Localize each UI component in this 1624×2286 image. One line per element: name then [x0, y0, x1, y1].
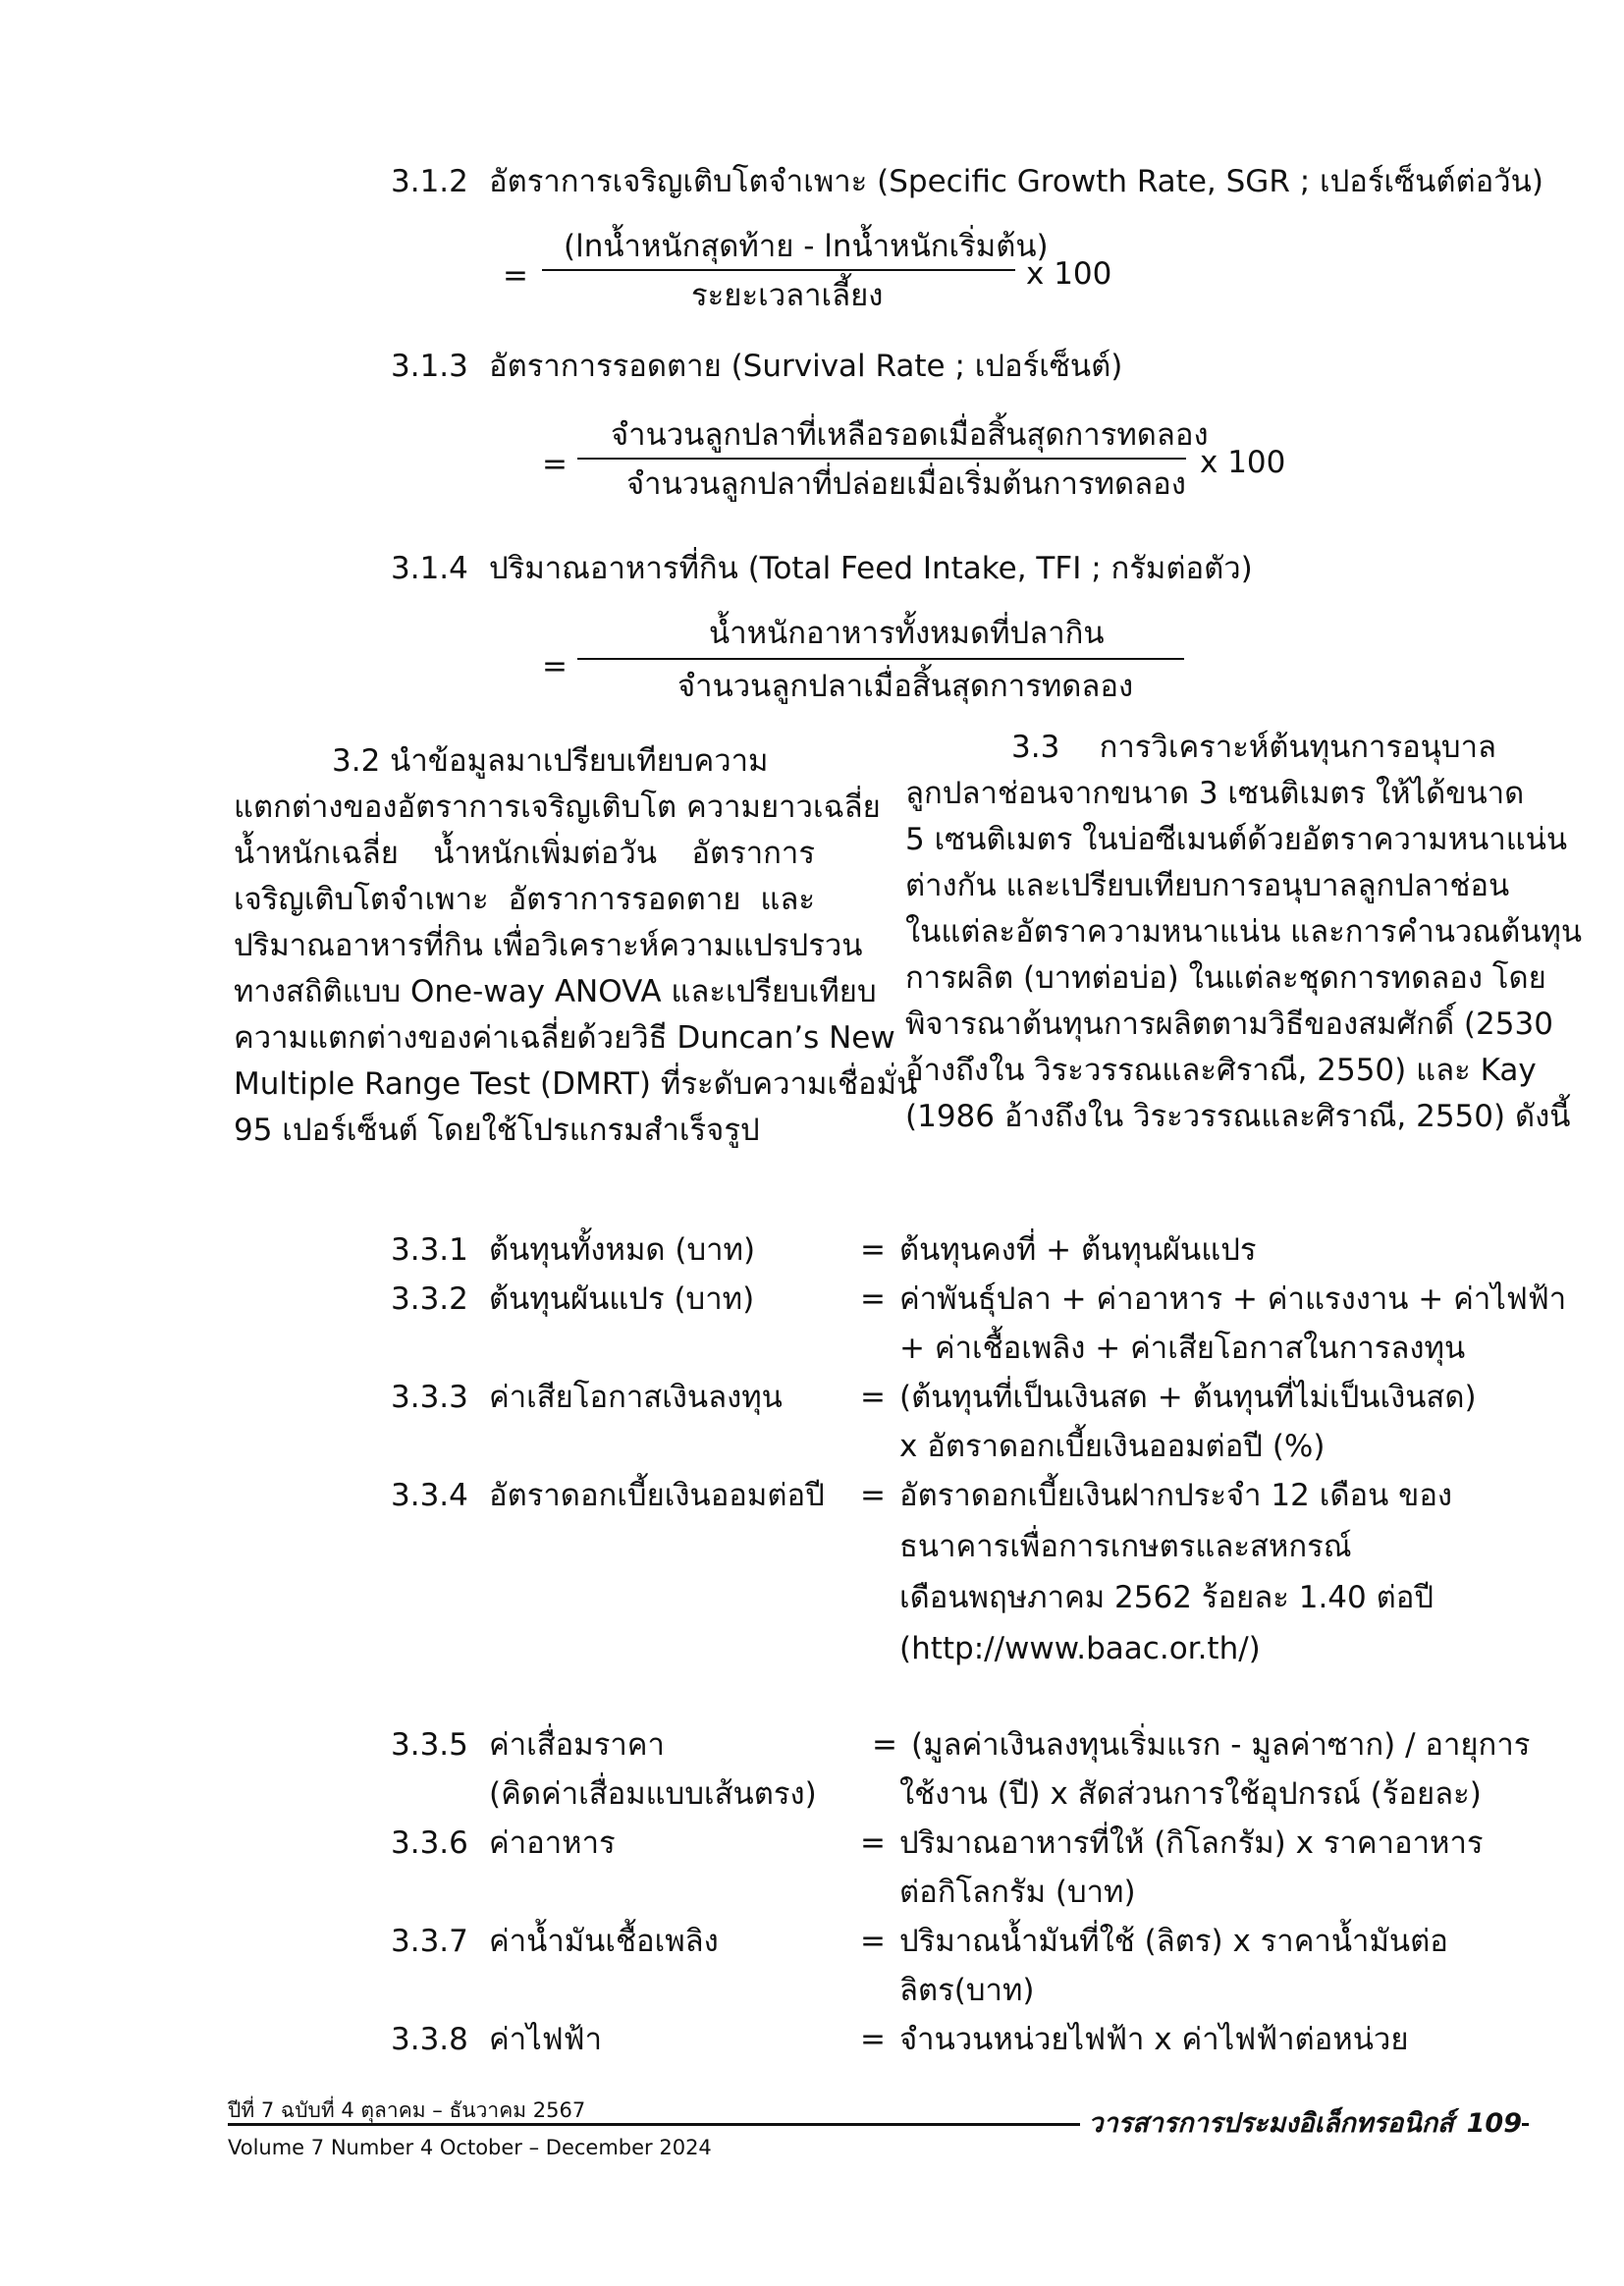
section-number: 3.1.4 — [391, 551, 468, 586]
multiplier: x 100 — [1200, 445, 1286, 480]
cost-item-value: ปริมาณอาหารที่ให้ (กิโลกรัม) x ราคาอาหาร — [899, 1825, 1484, 1861]
multiplier: x 100 — [1026, 256, 1112, 292]
fraction-denominator: ระยะเวลาเลี้ยง — [691, 278, 884, 313]
paragraph-line: ปริมาณอาหารที่กิน เพื่อวิเคราะห์ความแปรปรวน — [234, 928, 863, 963]
section-title: ปริมาณอาหารที่กิน (Total Feed Intake, TFI ; กรัมต่อตัว) — [489, 551, 1253, 586]
cost-item-label: ค่าเสื่อมราคา — [489, 1727, 665, 1763]
equals-sign: = — [503, 258, 528, 294]
fraction-bar — [577, 458, 1186, 460]
equals-sign: = — [542, 649, 568, 684]
paragraph-line: 3.2 นำข้อมูลมาเปรียบเทียบความ — [332, 743, 769, 779]
cost-item-equals: = — [860, 1281, 886, 1317]
cost-item-equals: = — [860, 1380, 886, 1415]
cost-item-number: 3.3.4 — [391, 1478, 468, 1513]
fraction-denominator: จำนวนลูกปลาที่ปล่อยเมื่อเริ่มต้นการทดลอง — [626, 466, 1186, 502]
paragraph-line: อ้างถึงใน วิระวรรณและศิราณี, 2550) และ Kay — [905, 1053, 1537, 1088]
cost-item-number: 3.3.6 — [391, 1825, 468, 1861]
paragraph-line: เจริญเติบโตจำเพาะ อัตราการรอดตาย และ — [234, 882, 815, 917]
cost-item-value: (http://www.baac.or.th/) — [899, 1631, 1261, 1666]
cost-item-value: + ค่าเชื้อเพลิง + ค่าเสียโอกาสในการลงทุน — [899, 1331, 1466, 1366]
cost-item-value: จำนวนหน่วยไฟฟ้า x ค่าไฟฟ้าต่อหน่วย — [899, 2022, 1409, 2057]
fraction-numerator: (lnน้ำหนักสุดท้าย - lnน้ำหนักเริ่มต้น) — [564, 229, 1049, 264]
cost-item-label: ค่าน้ำมันเชื้อเพลิง — [489, 1924, 719, 1959]
paragraph-3-3 — [905, 725, 1583, 1140]
cost-item-label: ต้นทุนทั้งหมด (บาท) — [489, 1232, 756, 1268]
cost-item-value: ลิตร(บาท) — [899, 1973, 1035, 2008]
paragraph-line: การผลิต (บาทต่อบ่อ) ในแต่ละชุดการทดลอง โดย — [905, 960, 1546, 996]
paragraph-line: Multiple Range Test (DMRT) ที่ระดับความเชื่อมั่น — [234, 1066, 918, 1102]
cost-item-value: x อัตราดอกเบี้ยเงินออมต่อปี (%) — [899, 1429, 1326, 1464]
cost-item-equals: = — [860, 1478, 886, 1513]
cost-item-label: อัตราดอกเบี้ยเงินออมต่อปี — [489, 1478, 825, 1513]
fraction-bar — [577, 658, 1184, 660]
equals-sign: = — [542, 447, 568, 482]
paragraph-line: ในแต่ละอัตราความหนาแน่น และการคำนวณต้นทุน — [905, 914, 1583, 950]
cost-item-label: ค่าเสียโอกาสเงินลงทุน — [489, 1380, 783, 1415]
section-number: 3.1.2 — [391, 164, 468, 199]
cost-item-value: ใช้งาน (ปี) x สัดส่วนการใช้อุปกรณ์ (ร้อยละ) — [899, 1776, 1482, 1812]
footer-thai-issue: ปีที่ 7 ฉบับที่ 4 ตุลาคม – ธันวาคม 2567 — [228, 2098, 586, 2122]
page-number: 109 — [1466, 2108, 1522, 2139]
cost-item-number: 3.3.8 — [391, 2022, 468, 2057]
footer-english-issue: Volume 7 Number 4 October – December 2024 — [228, 2136, 712, 2159]
section-title: อัตราการเจริญเติบโตจำเพาะ (Specific Growth Rate, SGR ; เปอร์เซ็นต์ต่อวัน) — [489, 164, 1543, 199]
journal-name: วารสารการประมงอิเล็กทรอนิกส์ — [1088, 2108, 1454, 2139]
paragraph-3-2 — [234, 738, 918, 1154]
footer-journal-title — [1080, 2101, 1522, 2144]
paragraph-line: ลูกปลาช่อนจากขนาด 3 เซนติเมตร ให้ได้ขนาด — [905, 776, 1525, 811]
paragraph-line: 5 เซนติเมตร ในบ่อซีเมนต์ด้วยอัตราความหนาแน่น — [905, 822, 1568, 857]
cost-item-label: ค่าไฟฟ้า — [489, 2022, 603, 2057]
cost-item-equals: = — [860, 1232, 886, 1268]
cost-item-value: ค่าพันธุ์ปลา + ค่าอาหาร + ค่าแรงงาน + ค่าไฟฟ้า — [899, 1281, 1567, 1317]
cost-item-equals: = — [860, 1924, 886, 1959]
fraction-denominator: จำนวนลูกปลาเมื่อสิ้นสุดการทดลอง — [677, 669, 1134, 704]
paragraph-line: 3.3 การวิเคราะห์ต้นทุนการอนุบาล — [1011, 730, 1496, 765]
fraction-numerator: น้ำหนักอาหารทั้งหมดที่ปลากิน — [709, 616, 1105, 651]
cost-item-value: (มูลค่าเงินลงทุนเริ่มแรก - มูลค่าซาก) / อายุการ — [911, 1727, 1531, 1763]
paragraph-line: 95 เปอร์เซ็นต์ โดยใช้โปรแกรมสำเร็จรูป — [234, 1113, 760, 1148]
cost-item-label: (คิดค่าเสื่อมแบบเส้นตรง) — [489, 1776, 817, 1812]
cost-item-number: 3.3.3 — [391, 1380, 468, 1415]
cost-item-value: ต้นทุนคงที่ + ต้นทุนผันแปร — [899, 1232, 1257, 1268]
paragraph-line: (1986 อ้างถึงใน วิระวรรณและศิราณี, 2550) ดังนี้ — [905, 1099, 1571, 1134]
cost-item-label: ค่าอาหาร — [489, 1825, 616, 1861]
paragraph-line: ทางสถิติแบบ One-way ANOVA และเปรียบเทียบ — [234, 974, 877, 1009]
cost-item-number: 3.3.7 — [391, 1924, 468, 1959]
cost-item-value: เดือนพฤษภาคม 2562 ร้อยละ 1.40 ต่อปี — [899, 1580, 1435, 1615]
cost-item-value: อัตราดอกเบี้ยเงินฝากประจำ 12 เดือน ของ — [899, 1478, 1453, 1513]
cost-item-value: ต่อกิโลกรัม (บาท) — [899, 1875, 1136, 1910]
cost-item-equals: = — [872, 1727, 897, 1763]
cost-item-equals: = — [860, 1825, 886, 1861]
cost-item-number: 3.3.5 — [391, 1727, 468, 1763]
cost-item-equals: = — [860, 2022, 886, 2057]
cost-item-label: ต้นทุนผันแปร (บาท) — [489, 1281, 755, 1317]
cost-item-number: 3.3.2 — [391, 1281, 468, 1317]
paragraph-line: พิจารณาต้นทุนการผลิตตามวิธีของสมศักดิ์ (2530 — [905, 1007, 1553, 1042]
section-title: อัตราการรอดตาย (Survival Rate ; เปอร์เซ็นต์) — [489, 349, 1123, 384]
paragraph-line: แตกต่างของอัตราการเจริญเติบโต ความยาวเฉลี่ย — [234, 789, 881, 825]
paragraph-line: ความแตกต่างของค่าเฉลี่ยด้วยวิธี Duncan’s New — [234, 1020, 895, 1056]
cost-item-value: ปริมาณน้ำมันที่ใช้ (ลิตร) x ราคาน้ำมันต่อ — [899, 1924, 1448, 1959]
fraction-bar — [542, 269, 1015, 271]
paragraph-line: น้ำหนักเฉลี่ย น้ำหนักเพิ่มต่อวัน อัตราการ — [234, 836, 815, 871]
cost-item-value: (ต้นทุนที่เป็นเงินสด + ต้นทุนที่ไม่เป็นเงินสด) — [899, 1380, 1477, 1415]
paragraph-line: ต่างกัน และเปรียบเทียบการอนุบาลลูกปลาช่อน — [905, 868, 1510, 903]
section-number: 3.1.3 — [391, 349, 468, 384]
cost-item-value: ธนาคารเพื่อการเกษตรและสหกรณ์ — [899, 1529, 1352, 1564]
cost-item-number: 3.3.1 — [391, 1232, 468, 1268]
fraction-numerator: จำนวนลูกปลาที่เหลือรอดเมื่อสิ้นสุดการทดลอง — [611, 417, 1209, 453]
